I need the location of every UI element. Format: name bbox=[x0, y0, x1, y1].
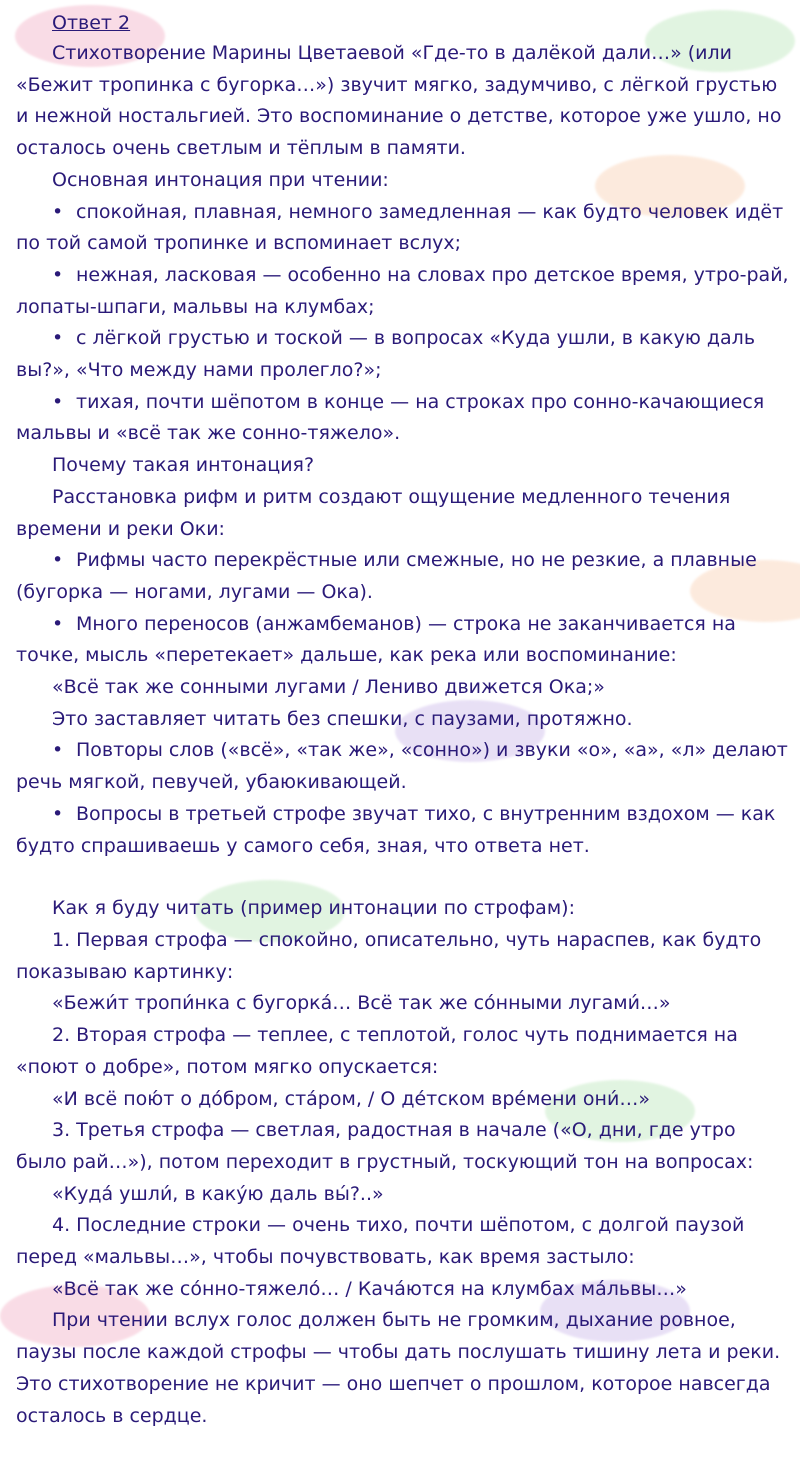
paragraph: Как я буду читать (пример интонации по строфам): bbox=[52, 897, 575, 920]
paragraph: 2. Вторая строфа — теплее, с теплотой, голос чуть поднимается на «поют о добре», потом мягко опускается: bbox=[16, 1024, 738, 1078]
paragraph: «Бежи́т тропи́нка с бугорка́… Всё так же со́нными лугами́…» bbox=[52, 992, 671, 1015]
paragraph: «Всё так же сонными лугами / Лениво движется Ока;» bbox=[52, 676, 605, 699]
paragraph: 1. Первая строфа — спокойно, описательно, чуть нараспев, как будто показываю картинку: bbox=[16, 928, 762, 983]
bullet-text: Повторы слов («всё», «так же», «сонно») и звуки «о», «а», «л» делают речь мягкой, певучей, убаюкивающей. bbox=[16, 739, 788, 794]
bullet-icon: • bbox=[52, 549, 64, 572]
paragraph: Расстановка рифм и ритм создают ощущение медленного течения времени и реки Оки: bbox=[16, 485, 731, 540]
bullet-item bbox=[16, 545, 790, 608]
paragraph: «Куда́ ушли́, в каку́ю даль вы́?..» bbox=[52, 1182, 384, 1205]
bullet-icon: • bbox=[52, 802, 64, 825]
paragraph: При чтении вслух голос должен быть не громким, дыхание ровное, паузы после каждой строфы — чтобы дать послушать тишину лета и реки. Это стихотворение не кричит — оно шепчет о прошлом, которое навсегда осталось в сердце. bbox=[16, 1309, 781, 1427]
bullet-text: спокойная, плавная, немного замедленная — как будто человек идёт по той самой тропинке и вспоминает вслух; bbox=[16, 200, 784, 255]
answer-body bbox=[16, 38, 790, 1432]
bullet-icon: • bbox=[52, 612, 64, 635]
paragraph: Это заставляет читать без спешки, с паузами, протяжно. bbox=[52, 707, 633, 730]
paragraph: Основная интонация при чтении: bbox=[52, 168, 389, 191]
bullet-icon: • bbox=[52, 739, 64, 762]
bullet-item bbox=[16, 260, 790, 323]
bullet-icon: • bbox=[52, 390, 64, 413]
paragraph-gap bbox=[16, 862, 790, 893]
bullet-item bbox=[16, 387, 790, 450]
paragraph: Стихотворение Марины Цветаевой «Где-то в далёкой дали…» (или «Бежит тропинка с бугорка…») звучит мягко, задумчиво, с лёгкой грустью и нежной ностальгией. Это воспоминание о детстве, которое уже ушло, но осталось очень светлым и тёплым в памяти. bbox=[16, 42, 782, 160]
bullet-text: тихая, почти шёпотом в конце — на строках про сонно-качающиеся мальвы и «всё так же сонно-тяжело». bbox=[16, 390, 765, 445]
bullet-icon: • bbox=[52, 327, 64, 350]
paragraph: Почему такая интонация? bbox=[52, 454, 315, 477]
bullet-text: Много переносов (анжамбеманов) — строка не заканчивается на точке, мысль «перетекает» дальше, как река или воспоминание: bbox=[16, 612, 736, 667]
paragraph: 3. Третья строфа — светлая, радостная в начале («О, дни, где утро было рай…»), потом переходит в грустный, тоскующий тон на вопросах: bbox=[16, 1119, 754, 1173]
paragraph: «И всё пою́т о до́бром, ста́ром, / О де́тском вре́мени они́…» bbox=[52, 1087, 650, 1110]
bullet-text: нежная, ласковая — особенно на словах про детское время, утро-рай, лопаты-шпаги, мальвы на клумбах; bbox=[16, 263, 789, 318]
answer-title: Ответ 2 bbox=[52, 12, 131, 34]
paragraph: «Всё так же со́нно-тяжело́… / Кача́ются на клумбах ма́львы…» bbox=[52, 1277, 687, 1300]
bullet-icon: • bbox=[52, 200, 64, 223]
bullet-text: с лёгкой грустью и тоской — в вопросах «Куда ушли, в какую даль вы?», «Что между нами пролегло?»; bbox=[16, 327, 756, 382]
bullet-item bbox=[16, 609, 790, 672]
bullet-text: Рифмы часто перекрёстные или смежные, но не резкие, а плавные (бугорка — ногами, лугами — Ока). bbox=[16, 549, 757, 603]
answer-document bbox=[16, 8, 790, 1432]
bullet-item bbox=[16, 323, 790, 386]
bullet-item bbox=[16, 735, 790, 798]
paragraph: 4. Последние строки — очень тихо, почти шёпотом, с долгой паузой перед «мальвы…», чтобы почувствовать, как время застыло: bbox=[16, 1214, 745, 1269]
bullet-item bbox=[16, 799, 790, 862]
bullet-icon: • bbox=[52, 263, 64, 286]
bullet-text: Вопросы в третьей строфе звучат тихо, с внутренним вздохом — как будто спрашиваешь у самого себя, зная, что ответа нет. bbox=[16, 802, 776, 857]
bullet-item bbox=[16, 197, 790, 260]
